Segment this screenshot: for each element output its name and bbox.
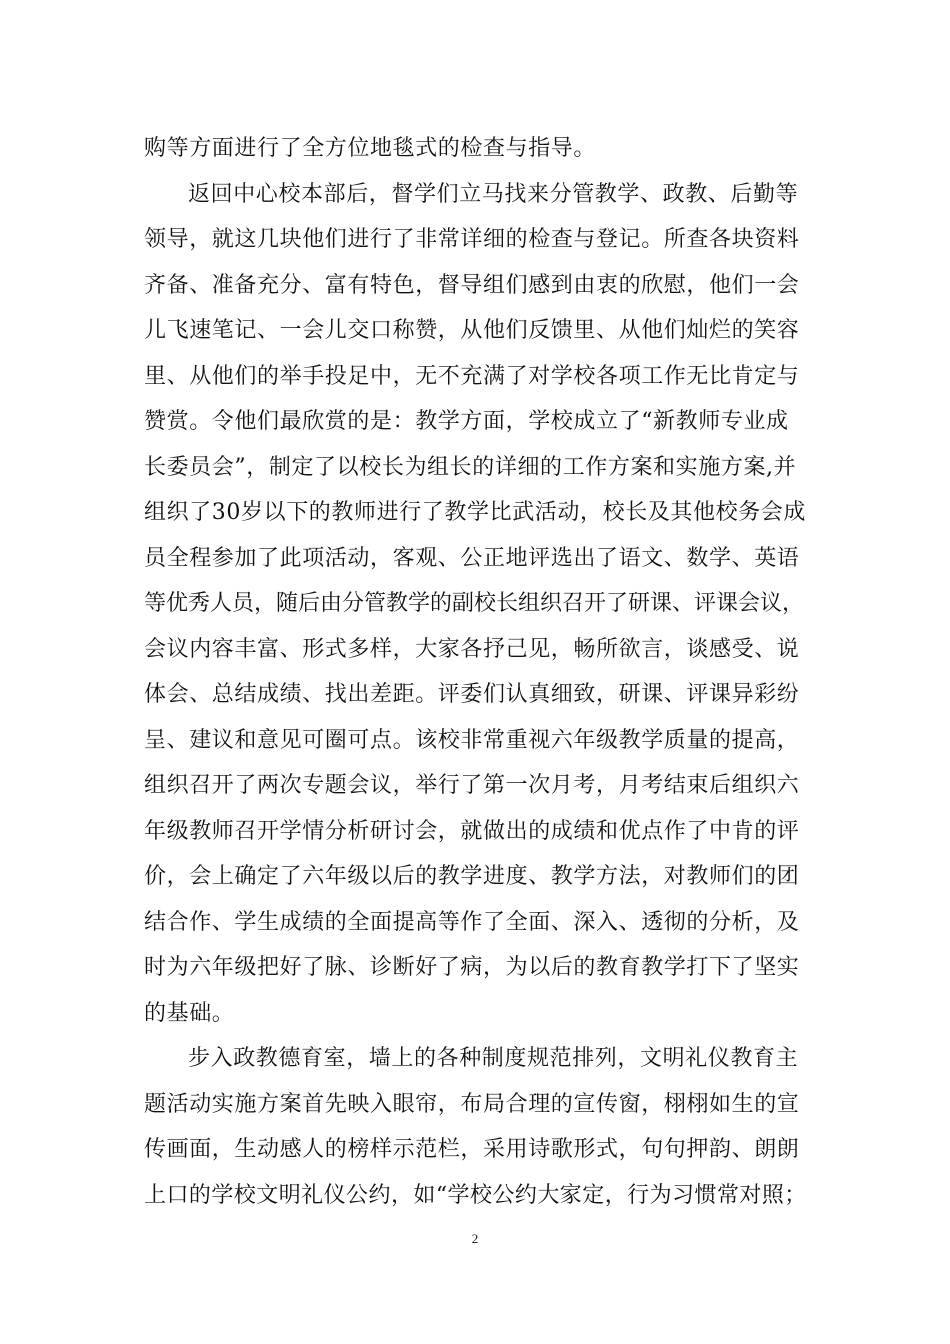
text-line: 等优秀人员，随后由分管教学的副校长组织召开了研课、评课会议， [144,591,805,616]
text-line: 购等方面进行了全方位地毯式的检查与指导。 [144,136,597,161]
text-line: 长委员会”，制定了以校长为组长的详细的工作方案和实施方案,并 [144,455,797,480]
text-line: 里、从他们的举手投足中，无不充满了对学校各项工作无比肯定与 [144,364,800,389]
page-number: 2 [471,1231,479,1246]
text-line: 结合作、学生成绩的全面提高等作了全面、深入、透彻的分析，及 [144,910,800,935]
paragraph-first-line: 返回中心校本部后，督学们立马找来分管教学、政教、后勤等 [188,182,799,207]
text-line: 呈、建议和意见可圈可点。该校非常重视六年级教学质量的提高， [144,728,800,753]
text-line: 齐备、准备充分、富有特色，督导组们感到由衷的欣慰，他们一会 [144,273,800,298]
text-line: 时为六年级把好了脉、诊断好了病，为以后的教育教学打下了坚实 [144,955,800,980]
text-line: 的基础。 [144,1001,235,1026]
text-line: 价，会上确定了六年级以后的教学进度、教学方法，对教师们的团 [144,864,800,889]
text-line: 赞赏。令他们最欣赏的是：教学方面，学校成立了“新教师专业成 [144,409,789,434]
text-line: 传画面，生动感人的榜样示范栏，采用诗歌形式，句句押韵、朗朗 [144,1137,800,1162]
text-line: 年级教师召开学情分析研讨会，就做出的成绩和优点作了中肯的评 [144,819,800,844]
text-line: 组织召开了两次专题会议，举行了第一次月考，月考结束后组织六 [144,773,800,798]
paragraph-first-line: 步入政教德育室，墙上的各种制度规范排列，文明礼仪教育主 [188,1046,799,1071]
text-line: 会议内容丰富、形式多样，大家各抒己见，畅所欲言，谈感受、说 [144,637,800,662]
text-line: 组织了30岁以下的教师进行了教学比武活动，校长及其他校务会成 [144,500,806,525]
text-line: 员全程参加了此项活动，客观、公正地评选出了语文、数学、英语 [144,546,800,571]
text-line: 上口的学校文明礼仪公约，如“学校公约大家定，行为习惯常对照； [144,1183,807,1208]
text-line: 儿飞速笔记、一会儿交口称赞，从他们反馈里、从他们灿烂的笑容 [144,318,800,343]
text-line: 题活动实施方案首先映入眼帘，布局合理的宣传窗，栩栩如生的宣 [144,1092,800,1117]
text-line: 体会、总结成绩、找出差距。评委们认真细致，研课、评课异彩纷 [144,682,800,707]
text-line: 领导，就这几块他们进行了非常详细的检查与登记。所查各块资料 [144,227,800,252]
